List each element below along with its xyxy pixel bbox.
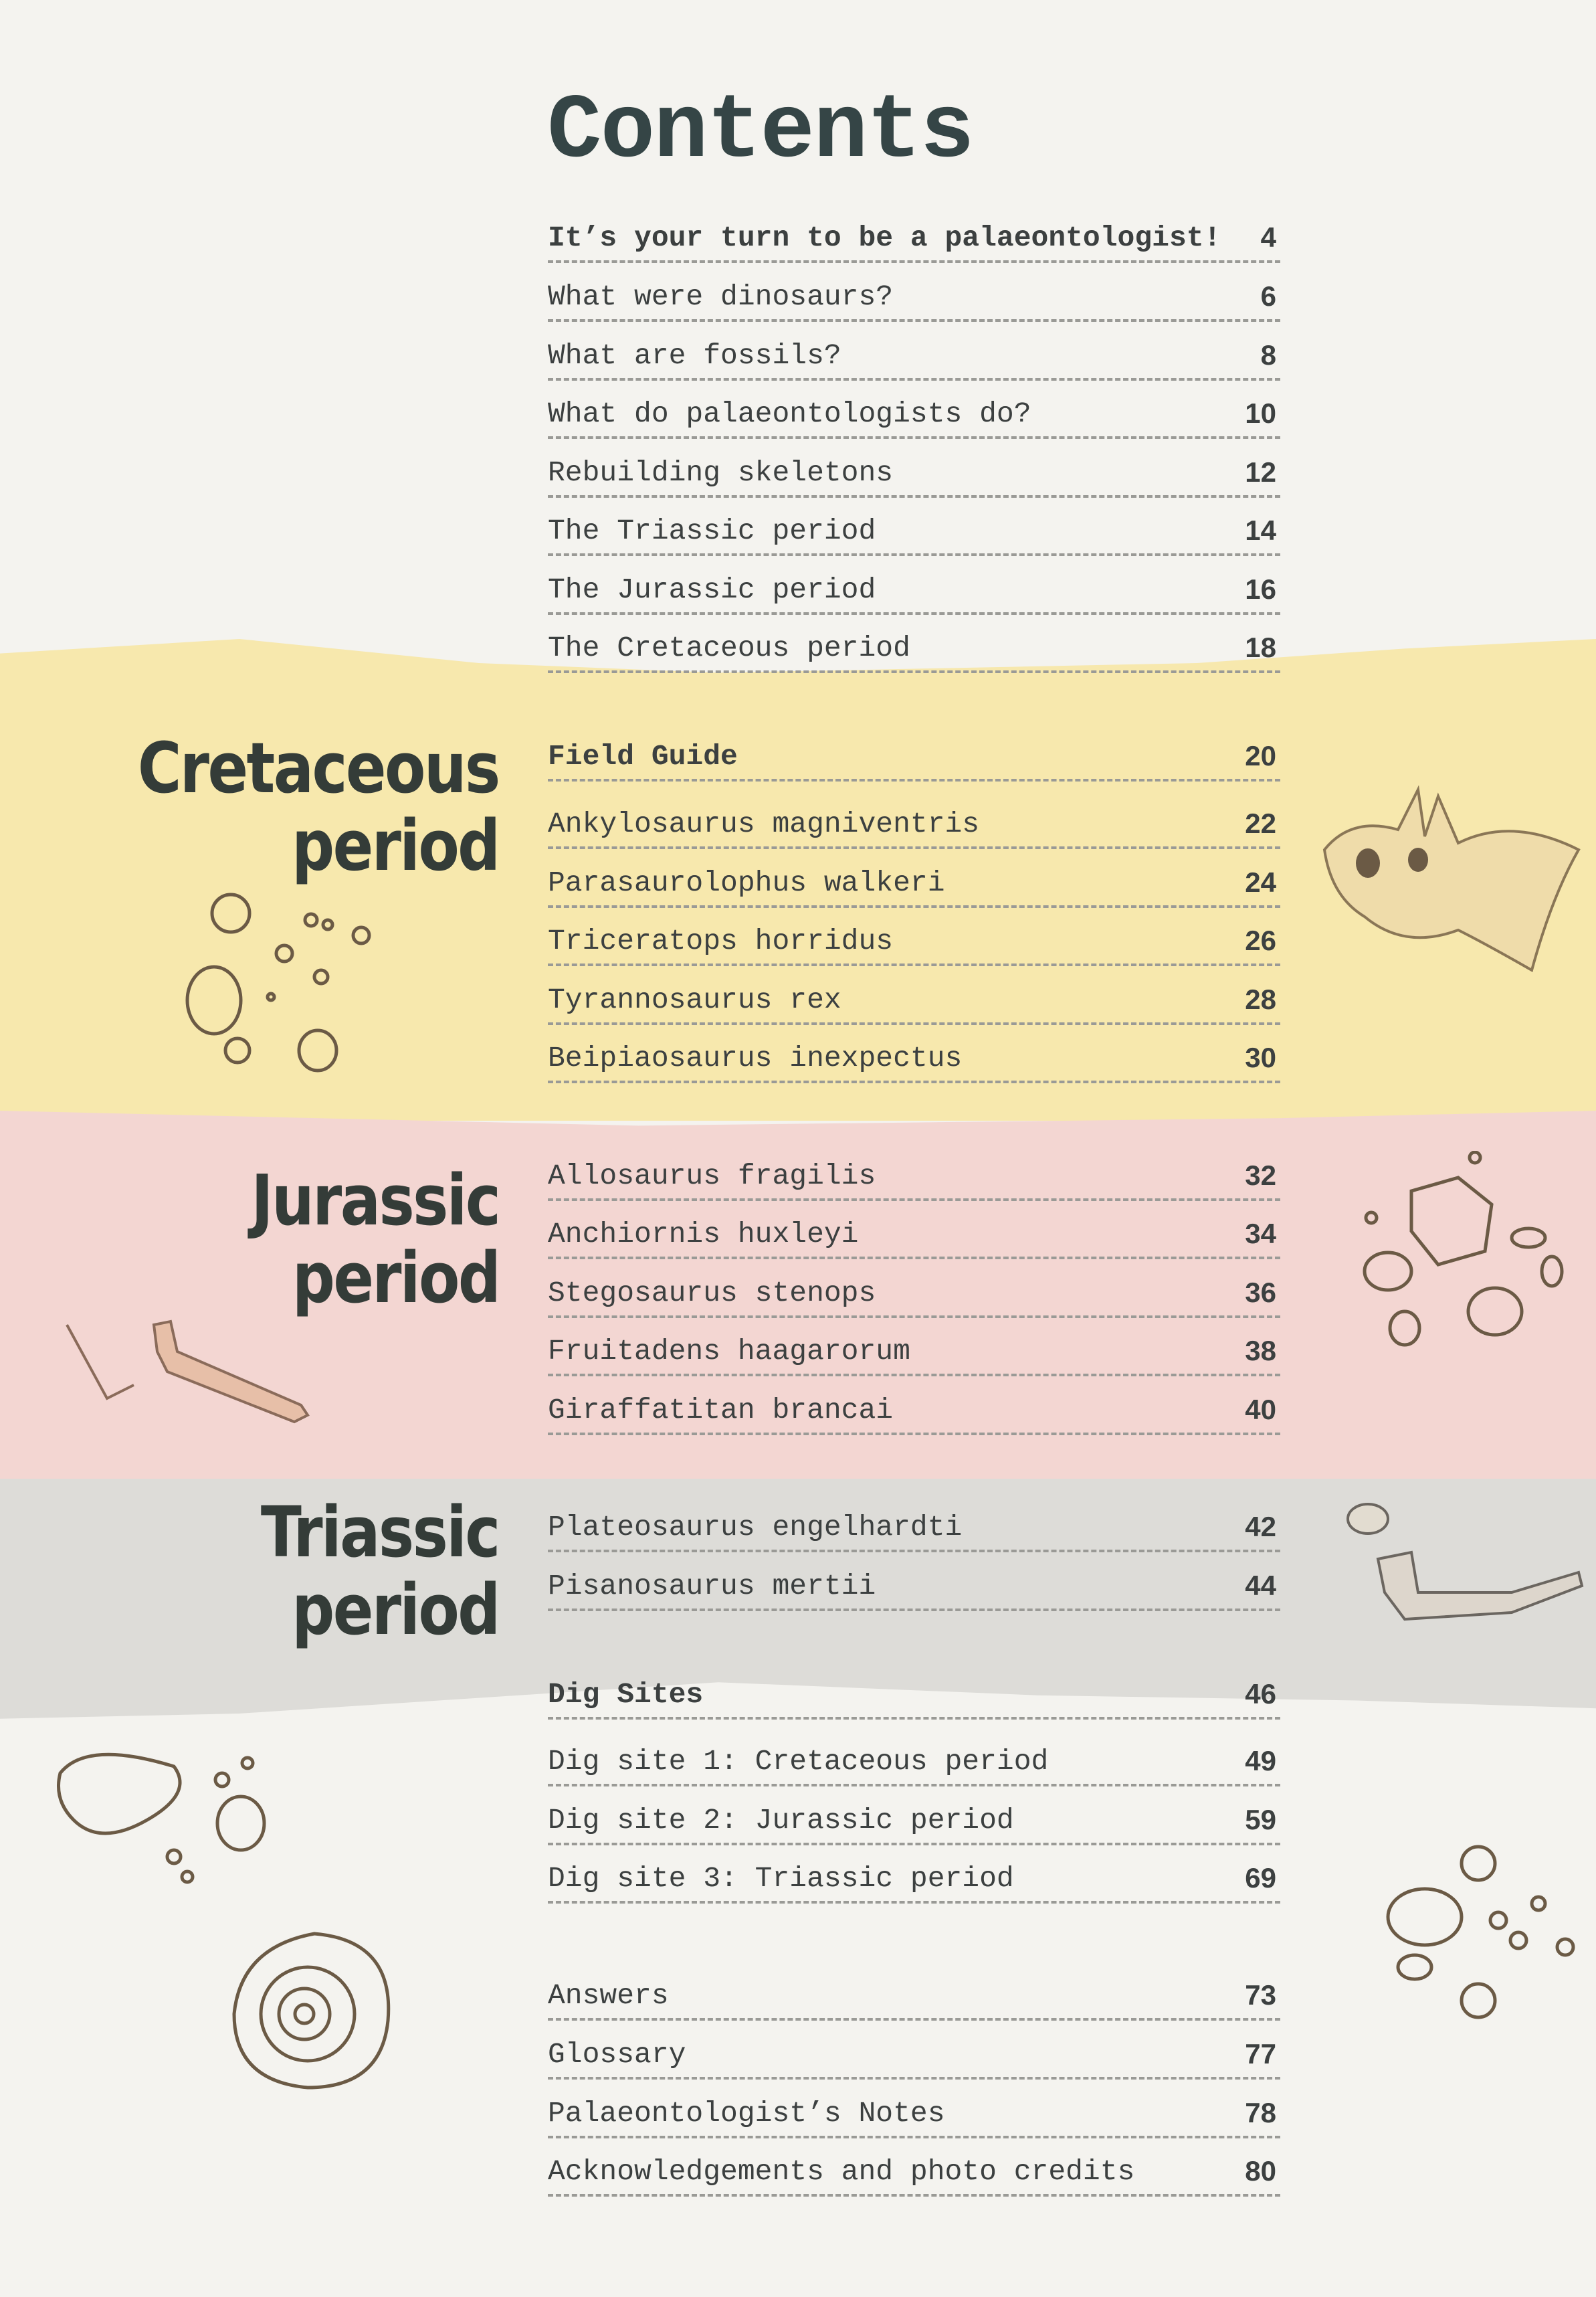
toc-entry[interactable] — [548, 1387, 1280, 1435]
toc-entry-label: Triceratops horridus — [548, 924, 894, 957]
toc-entry[interactable] — [548, 1153, 1280, 1201]
rocks-icon — [1358, 1151, 1585, 1352]
toc-entry[interactable] — [548, 391, 1280, 439]
toc-entry-page: 8 — [1260, 339, 1276, 371]
toc-entry-label: Dig site 2: Jurassic period — [548, 1803, 1014, 1837]
triassic-heading-word: Triassic — [261, 1491, 499, 1573]
toc-entry-page: 80 — [1245, 2155, 1276, 2187]
toc-entry-page: 77 — [1245, 2038, 1276, 2070]
toc-entry-page: 22 — [1245, 808, 1276, 839]
toc-entry[interactable] — [548, 2148, 1280, 2197]
toc-entry-label: Rebuilding skeletons — [548, 456, 894, 489]
pebbles-icon — [167, 883, 388, 1084]
toc-entry[interactable] — [548, 1797, 1280, 1845]
toc-entry-label: The Cretaceous period — [548, 631, 910, 664]
toc-entry-label: It’s your turn to be a palaeontologist! — [548, 221, 1221, 254]
jurassic-heading-word: Jurassic — [251, 1160, 499, 1241]
toc-entry[interactable] — [548, 1504, 1280, 1552]
toc-entry[interactable] — [548, 1671, 1280, 1720]
toc-entry-page: 28 — [1245, 984, 1276, 1015]
toc-entry[interactable] — [548, 333, 1280, 381]
toc-entry-label: Ankylosaurus magniventris — [548, 807, 980, 840]
toc-entry-page: 12 — [1245, 456, 1276, 488]
toc-entry-label: The Jurassic period — [548, 573, 876, 606]
toc-entry-page: 4 — [1260, 221, 1276, 253]
period-word: period — [292, 805, 499, 887]
toc-entry-page: 30 — [1245, 1042, 1276, 1073]
toc-entry-page: 42 — [1245, 1511, 1276, 1542]
toc-entry[interactable] — [548, 1211, 1280, 1259]
toc-entry-label: Stegosaurus stenops — [548, 1276, 876, 1309]
pebbles-icon — [1378, 1840, 1579, 2034]
toc-entry-page: 49 — [1245, 1745, 1276, 1776]
toc-entry[interactable] — [548, 567, 1280, 615]
toc-entry-label: Dig site 3: Triassic period — [548, 1861, 1014, 1895]
pebbles-icon — [47, 1733, 288, 1900]
toc-entry-label: Glossary — [548, 2037, 686, 2071]
triassic-heading — [261, 1493, 499, 1649]
toc-entry[interactable] — [548, 1563, 1280, 1611]
toc-entry[interactable] — [548, 918, 1280, 966]
cretaceous-heading-word: Cretaceous — [138, 727, 499, 809]
toc-entry[interactable] — [548, 1270, 1280, 1318]
toc-entry-page: 78 — [1245, 2097, 1276, 2128]
toc-entry[interactable] — [548, 215, 1280, 263]
toc-entry-label: Field Guide — [548, 739, 738, 773]
toc-entry-page: 14 — [1245, 515, 1276, 546]
toc-entry-label: Beipiaosaurus inexpectus — [548, 1041, 963, 1075]
jurassic-heading — [251, 1162, 499, 1317]
toc-entry[interactable] — [548, 801, 1280, 849]
toc-entry-page: 34 — [1245, 1218, 1276, 1249]
toc-entry-page: 44 — [1245, 1570, 1276, 1601]
toc-entry-label: Answers — [548, 1979, 669, 2012]
toc-entry[interactable] — [548, 1972, 1280, 2021]
toc-entry-page: 20 — [1245, 740, 1276, 771]
toc-entry[interactable] — [548, 2090, 1280, 2138]
toc-entry[interactable] — [548, 625, 1280, 673]
page-title: Contents — [547, 80, 973, 183]
toc-entry-label: What do palaeontologists do? — [548, 397, 1031, 430]
toc-entry[interactable] — [548, 1738, 1280, 1786]
toc-entry-page: 38 — [1245, 1335, 1276, 1366]
toc-entry-label: Giraffatitan brancai — [548, 1393, 894, 1427]
toc-entry-page: 24 — [1245, 866, 1276, 898]
toc-entry-page: 73 — [1245, 1979, 1276, 2011]
toc-entry[interactable] — [548, 450, 1280, 498]
toc-entry-page: 32 — [1245, 1160, 1276, 1191]
bone-icon — [60, 1311, 321, 1425]
toc-entry[interactable] — [548, 1035, 1280, 1083]
toc-entry-page: 26 — [1245, 925, 1276, 956]
cretaceous-heading — [138, 729, 499, 885]
toc-entry[interactable] — [548, 977, 1280, 1025]
period-word: period — [292, 1237, 499, 1319]
toc-entry-page: 16 — [1245, 573, 1276, 605]
toc-entry-label: Tyrannosaurus rex — [548, 983, 841, 1016]
ammonite-icon — [221, 1920, 408, 2101]
fossil-limb-icon — [1338, 1492, 1585, 1646]
toc-entry-page: 6 — [1260, 280, 1276, 312]
toc-entry-label: Fruitadens haagarorum — [548, 1334, 910, 1368]
toc-entry-label: Pisanosaurus mertii — [548, 1569, 876, 1602]
toc-entry-label: Parasaurolophus walkeri — [548, 866, 945, 899]
toc-entry[interactable] — [548, 274, 1280, 322]
toc-entry-label: Dig Sites — [548, 1677, 704, 1711]
toc-entry[interactable] — [548, 1328, 1280, 1376]
toc-entry-page: 40 — [1245, 1394, 1276, 1425]
toc-entry-label: What were dinosaurs? — [548, 280, 894, 313]
toc-entry-page: 18 — [1245, 632, 1276, 663]
toc-entry[interactable] — [548, 2031, 1280, 2080]
toc-entry-label: Plateosaurus engelhardti — [548, 1510, 963, 1544]
toc-entry-label: What are fossils? — [548, 339, 841, 372]
toc-entry[interactable] — [548, 1855, 1280, 1904]
toc-entry-label: Anchiornis huxleyi — [548, 1217, 859, 1251]
toc-entry-page: 59 — [1245, 1804, 1276, 1835]
triceratops-skull-icon — [1311, 776, 1592, 984]
toc-entry[interactable] — [548, 508, 1280, 556]
toc-entry-label: Palaeontologist’s Notes — [548, 2096, 945, 2130]
toc-entry-page: 46 — [1245, 1678, 1276, 1710]
toc-entry[interactable] — [548, 860, 1280, 908]
period-word: period — [292, 1569, 499, 1651]
toc-entry[interactable] — [548, 733, 1280, 782]
toc-entry-label: The Triassic period — [548, 514, 876, 547]
toc-entry-label: Dig site 1: Cretaceous period — [548, 1744, 1049, 1778]
toc-entry-page: 10 — [1245, 397, 1276, 429]
toc-entry-label: Acknowledgements and photo credits — [548, 2154, 1135, 2188]
toc-entry-label: Allosaurus fragilis — [548, 1159, 876, 1192]
toc-entry-page: 36 — [1245, 1277, 1276, 1308]
toc-entry-page: 69 — [1245, 1862, 1276, 1894]
